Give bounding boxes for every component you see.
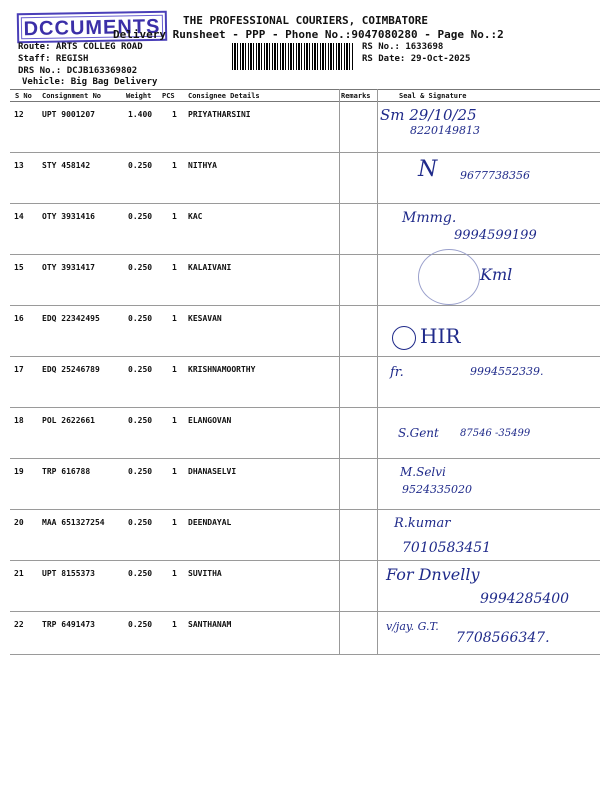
table-row <box>10 510 600 561</box>
header-top-rule <box>10 89 600 90</box>
row-consignee: SUVITHA <box>188 569 222 578</box>
row-consignee: KRISHNAMOORTHY <box>188 365 256 374</box>
table-row <box>10 357 600 408</box>
handwritten-signature: v/jay. G.T. <box>386 620 439 633</box>
row-sno: 18 <box>14 416 24 425</box>
table-row <box>10 102 600 153</box>
handwritten-signature: Kml <box>480 265 513 284</box>
row-weight: 0.250 <box>128 620 153 629</box>
handwritten-signature: fr. <box>390 365 404 380</box>
row-sno: 15 <box>14 263 24 272</box>
row-consignment: OTY 3931416 <box>42 212 95 221</box>
staff-label: Staff: REGISH <box>18 54 89 64</box>
row-pcs: 1 <box>172 518 177 527</box>
row-consignee: DHANASELVI <box>188 467 237 476</box>
col-header-sno: S No <box>15 92 32 100</box>
row-sno: 14 <box>14 212 24 221</box>
row-sno: 19 <box>14 467 24 476</box>
handwritten-phone: 7708566347. <box>456 630 550 646</box>
row-pcs: 1 <box>172 365 177 374</box>
handwritten-signature: Mmmg. <box>402 210 457 226</box>
row-consignment: EDQ 25246789 <box>42 365 100 374</box>
row-pcs: 1 <box>172 161 177 170</box>
row-pcs: 1 <box>172 620 177 629</box>
barcode <box>232 43 354 70</box>
table-row <box>10 612 600 655</box>
handwritten-phone: 8220149813 <box>410 124 480 137</box>
row-consignment: MAA 651327254 <box>42 518 105 527</box>
documents-stamp: DCCUMENTS <box>17 11 168 44</box>
row-consignee: KALAIVANI <box>188 263 232 272</box>
table-row <box>10 306 600 357</box>
handwritten-signature: For Dnvelly <box>386 565 480 584</box>
handwritten-phone: 9994599199 <box>454 228 537 243</box>
handwritten-phone: 7010583451 <box>402 540 492 556</box>
row-consignee: SANTHANAM <box>188 620 232 629</box>
circled-mark <box>392 326 416 350</box>
table-row <box>10 459 600 510</box>
row-consignment: UPT 9001207 <box>42 110 95 119</box>
row-pcs: 1 <box>172 263 177 272</box>
handwritten-signature: HIR <box>420 324 461 348</box>
row-consignment: TRP 6491473 <box>42 620 95 629</box>
row-sno: 17 <box>14 365 24 374</box>
row-pcs: 1 <box>172 314 177 323</box>
row-consignee: PRIYATHARSINI <box>188 110 251 119</box>
handwritten-phone: 9524335020 <box>402 483 472 496</box>
handwritten-phone: 9994552339. <box>470 365 544 378</box>
row-sno: 22 <box>14 620 24 629</box>
row-consignee: DEENDAYAL <box>188 518 232 527</box>
handwritten-signature: N <box>418 157 438 182</box>
col-header-pcs: PCS <box>162 92 175 100</box>
table-row <box>10 153 600 204</box>
rs-date: RS Date: 29-Oct-2025 <box>362 54 471 64</box>
row-pcs: 1 <box>172 467 177 476</box>
row-consignee: NITHYA <box>188 161 217 170</box>
col-header-signature: Seal & Signature <box>399 92 467 100</box>
handwritten-signature: M.Selvi <box>400 465 446 479</box>
row-weight: 0.250 <box>128 467 153 476</box>
table-row <box>10 408 600 459</box>
row-sno: 20 <box>14 518 24 527</box>
row-weight: 0.250 <box>128 161 153 170</box>
handwritten-phone: 87546 -35499 <box>460 428 531 439</box>
row-sno: 21 <box>14 569 24 578</box>
row-weight: 0.250 <box>128 518 153 527</box>
row-consignment: EDQ 22342495 <box>42 314 100 323</box>
row-weight: 0.250 <box>128 212 153 221</box>
row-sno: 13 <box>14 161 24 170</box>
row-consignee: ELANGOVAN <box>188 416 232 425</box>
handwritten-signature: R.kumar <box>394 516 451 531</box>
runsheet-subtitle: Delivery Runsheet - PPP - Phone No.:9047080280 - Page No.:2 <box>113 28 504 41</box>
row-consignment: STY 458142 <box>42 161 91 170</box>
handwritten-phone: 9994285400 <box>480 591 570 607</box>
row-consignment: OTY 3931417 <box>42 263 95 272</box>
table-row <box>10 255 600 306</box>
col-header-remarks: Remarks <box>341 92 371 100</box>
row-consignment: POL 2622661 <box>42 416 95 425</box>
table-row <box>10 561 600 612</box>
row-sno: 12 <box>14 110 24 119</box>
vehicle-label: Vehicle: Big Bag Delivery <box>22 77 158 87</box>
row-weight: 0.250 <box>128 416 153 425</box>
row-weight: 0.250 <box>128 314 153 323</box>
col-header-consignee: Consignee Details <box>188 92 260 100</box>
row-pcs: 1 <box>172 212 177 221</box>
rs-number: RS No.: 1633698 <box>362 42 444 52</box>
row-consignment: UPT 8155373 <box>42 569 95 578</box>
row-pcs: 1 <box>172 110 177 119</box>
row-pcs: 1 <box>172 569 177 578</box>
drs-label: DRS No.: DCJB163369802 <box>18 66 138 76</box>
row-sno: 16 <box>14 314 24 323</box>
company-title: THE PROFESSIONAL COURIERS, COIMBATORE <box>183 14 429 27</box>
route-label: Route: ARTS COLLEG ROAD <box>18 42 143 52</box>
row-weight: 0.250 <box>128 263 153 272</box>
row-weight: 0.250 <box>128 365 153 374</box>
col-header-weight: Weight <box>126 92 152 100</box>
round-seal <box>418 249 480 305</box>
row-consignment: TRP 616788 <box>42 467 91 476</box>
row-consignee: KESAVAN <box>188 314 222 323</box>
table-row <box>10 204 600 255</box>
handwritten-signature: Sm 29/10/25 <box>380 106 477 124</box>
col-header-consignment: Consignment No <box>42 92 102 100</box>
handwritten-phone: 9677738356 <box>460 169 530 182</box>
row-weight: 0.250 <box>128 569 153 578</box>
row-consignee: KAC <box>188 212 203 221</box>
row-pcs: 1 <box>172 416 177 425</box>
handwritten-signature: S.Gent <box>398 426 439 440</box>
row-weight: 1.400 <box>128 110 153 119</box>
